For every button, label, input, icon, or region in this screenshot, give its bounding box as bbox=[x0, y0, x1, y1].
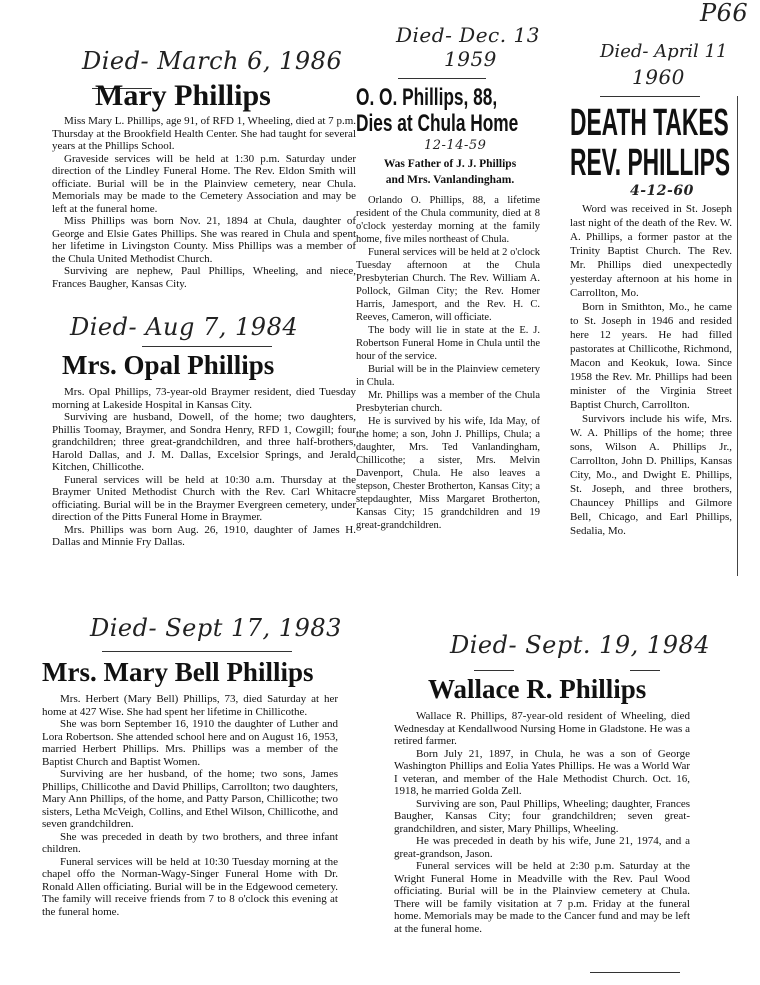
obituary-paragraph: He was preceded in death by his wife, June 21, 1974, and a great-grandson, Jason. bbox=[394, 835, 690, 860]
obituary-paragraph: Surviving are husband, Dowell, of the home; two daughters, Phillis Toomay, Braymer, and Sondra Henry, RFD 1, Cowgill; four grandchildren; three great-grandchildren, and three half-brothers, Harold Dallas, and J. M. Dallas, Excelsior Springs, and Jerald Kitchen, Chillicothe. bbox=[52, 411, 356, 473]
obituary-paragraph: Orlando O. Phillips, 88, a lifetime resident of the Chula community, died at 8 o'clock yesterday morning at the family home, five miles northeast of Chula. bbox=[356, 195, 540, 245]
obituary-paragraph: Graveside services will be held at 1:30 p.m. Saturday under direction of the Lindley Funeral Home. The Rev. Eldon Smith will officiate. Burial will be in the Plainview cemetery, near Chula. Memorials may be made to the Cemetery Association and may be left at the funeral home. bbox=[52, 152, 356, 215]
handwritten-death-date: Died- Sept. 19, 1984 bbox=[450, 631, 711, 659]
handwritten-death-date: Died- Sept 17, 1983 bbox=[90, 614, 342, 642]
obituary-paragraph: Burial will be in the Plainview cemetery in Chula. bbox=[356, 364, 540, 388]
obituary-paragraph: Funeral services will be held at 2 o'clock Tuesday afternoon at the Chula Presbyterian Church. The Rev. William A. Pollock, Gilman City; the Rev. Homer Harris, Jamesport, and the Rev. H. C. Reeves, Cameron, will officiate. bbox=[356, 247, 540, 323]
obituary-headline: REV. PHILLIPS bbox=[570, 142, 731, 184]
obituary-paragraph: Surviving are nephew, Paul Phillips, Wheeling, and niece, Frances Baugher, Kansas City. bbox=[52, 265, 356, 290]
obituary-headline: Dies at Chula Home bbox=[356, 110, 519, 137]
obituary-body bbox=[394, 710, 690, 935]
obituary-headline: DEATH TAKES bbox=[570, 102, 729, 144]
obituary-paragraph: Mrs. Phillips was born Aug. 26, 1910, daughter of James H. Dallas and Minnie Fry Dallas. bbox=[52, 523, 356, 548]
obituary-headline: Mrs. Mary Bell Phillips bbox=[42, 657, 314, 687]
obituary-headline: Mrs. Opal Phillips bbox=[62, 350, 275, 380]
obituary-headline: Mary Phillips bbox=[95, 79, 271, 112]
obituary-paragraph: The body will lie in state at the E. J. Robertson Funeral Home in Chula until the hour of the service. bbox=[356, 325, 540, 362]
handwritten-death-date: Died- March 6, 1986 bbox=[82, 47, 343, 75]
subhead-line: and Mrs. Vanlandingham. bbox=[385, 174, 515, 186]
obituary-body bbox=[570, 202, 732, 538]
obituary-body bbox=[52, 386, 356, 549]
obituary-headline: Wallace R. Phillips bbox=[428, 674, 647, 704]
obituary-paragraph: Surviving are her husband, of the home; two sons, James Phillips, Chillicothe and David Phillips, Carrollton; two daughters, Mary Ann Phillips, of the home, and Patty Parson, Chillicothe; two sisters, Letha McVeigh, Collins, and Ethel Wilson, Chillicothe, and seven grandchildren. bbox=[42, 768, 338, 830]
handwritten-clip-date: 12-14-59 bbox=[424, 138, 487, 153]
obituary-headline: O. O. Phillips, 88, bbox=[356, 84, 498, 111]
handwritten-death-year: 1960 bbox=[632, 65, 685, 89]
handwritten-death-date: Died- Aug 7, 1984 bbox=[70, 313, 299, 341]
obituary-paragraph: Funeral services will be held at 10:30 a.m. Thursday at the Braymer United Methodist Church with the Rev. Carl Whitacre officiating. Burial will be in the Braymer Evergreen cemetery, under direction of the Pitts Funeral Home in Braymer. bbox=[52, 473, 356, 523]
obituary-paragraph: Born July 21, 1897, in Chula, he was a son of George Washington Phillips and Eolia Yates Phillips. He was a World War I veteran, and member of the Hale Methodist Church. Oct. 16, 1918, he married Golda Zell. bbox=[394, 747, 690, 797]
obituary-paragraph: Surviving are son, Paul Phillips, Wheeling; daughter, Frances Baugher, Kansas City; four grandchildren; seven great-grandchildren, and sister, Mary Phillips, Wheeling. bbox=[394, 797, 690, 835]
obituary-paragraph: Born in Smithton, Mo., he came to St. Joseph in 1946 and resided here 12 years. He had filled pastorates at Chillicothe, Richmond, Macon and Keokuk, Iowa. Since 1958 the Rev. Mr. Phillips had been minister of the Virginia Street Baptist Church, Carrollton. bbox=[570, 301, 732, 411]
obituary-paragraph: Survivors include his wife, Mrs. W. A. Phillips of the home; three sons, Wilson A. Phillips Jr., Carrollton, John D. Phillips, Kansas City, Mo., and Dwight E. Phillips, St. Joseph, and three brothers, Chauncey Phillips and Gilmore Bell, Chicago, and Earl Phillips, Sedalia, Mo. bbox=[570, 413, 732, 537]
subhead-line: Was Father of J. J. Phillips bbox=[383, 158, 517, 170]
obituary-body bbox=[356, 194, 540, 532]
handwritten-death-date: Died- April 11 bbox=[600, 41, 728, 62]
obituary-paragraph: Miss Mary L. Phillips, age 91, of RFD 1, Wheeling, died at 7 p.m. Thursday at the Brookfield Health Center. She had taught for several years at the Phillips School. bbox=[52, 115, 356, 152]
obituary-paragraph: She was preceded in death by two brothers, and three infant children. bbox=[42, 830, 338, 855]
obituary-paragraph: She was born September 16, 1910 the daughter of Luther and Lora Robertson. She attended school here and on August 16, 1953, married Herbert Phillips. Mrs. Phillips was a member of the Baptist Church and Baptist Women. bbox=[42, 718, 338, 768]
obituary-paragraph: Funeral services will be held at 2:30 p.m. Saturday at the Wright Funeral Home in Meadville with the Rev. Paul Wood officiating. Burial will be in the Plainview cemetery at Chula. There will be family visitation at 7 p.m. Friday at the funeral home. Memorials may be made to the Cancer fund and may be left at the funeral home. bbox=[394, 860, 690, 935]
handwritten-death-date: Died- Dec. 13 bbox=[396, 23, 540, 47]
obituary-paragraph: He is survived by his wife, Ida May, of the home; a son, John J. Phillips, Chula; a daughter, Mrs. Ted Vanlandingham, Chillicothe; a sister, Mrs. Melvin Davenport, Chula. He also leaves a stepson, Chester Brotherton, Kansas City; a stepdaughter, Miss Margaret Brotherton, Kansas City; 15 grandchildren and 19 great-grandchildren. bbox=[356, 416, 540, 531]
obituary-paragraph: Mrs. Herbert (Mary Bell) Phillips, 73, died Saturday at her home at 427 Wise. She had spent her lifetime in Chillicothe. bbox=[42, 693, 338, 718]
obituary-paragraph: Mrs. Opal Phillips, 73-year-old Braymer resident, died Tuesday morning at Lakeside Hospital in Kansas City. bbox=[52, 386, 356, 411]
page-number-note: P66 bbox=[700, 0, 749, 27]
obituary-paragraph: Miss Phillips was born Nov. 21, 1894 at Chula, daughter of George and Elsie Gates Phillips. She was reared in Chula and spent her lifetime in Livingston County. Miss Phillips was a member of the Chula United Methodist Church. bbox=[52, 215, 356, 265]
obituary-paragraph: Mr. Phillips was a member of the Chula Presbyterian church. bbox=[356, 390, 540, 414]
handwritten-clip-date: 4-12-60 bbox=[630, 183, 694, 199]
handwritten-death-year: 1959 bbox=[444, 47, 497, 71]
obituary-subhead bbox=[370, 156, 530, 188]
obituary-body bbox=[42, 693, 338, 918]
obituary-paragraph: Wallace R. Phillips, 87-year-old resident of Wheeling, died Wednesday at Kendallwood Nursing Home in Gladstone. He was a retired farmer. bbox=[394, 710, 690, 747]
obituary-paragraph: Funeral services will be held at 10:30 Tuesday morning at the chapel offo the Norman-Wagy-Singer Funeral Home with Dr. Ronald Allen officiating. Burial will be in the Edgewood cemetery. The family will receive friends from 7 to 8 o'clock this evening at the funeral home. bbox=[42, 855, 338, 918]
obituary-paragraph: Word was received in St. Joseph last night of the death of the Rev. W. A. Phillips, a former pastor at the Trinity Baptist Church. The Rev. Mr. Phillips died unexpectedly yesterday afternoon at his home in Carrollton, Mo. bbox=[570, 203, 732, 299]
obituary-body bbox=[52, 115, 356, 290]
